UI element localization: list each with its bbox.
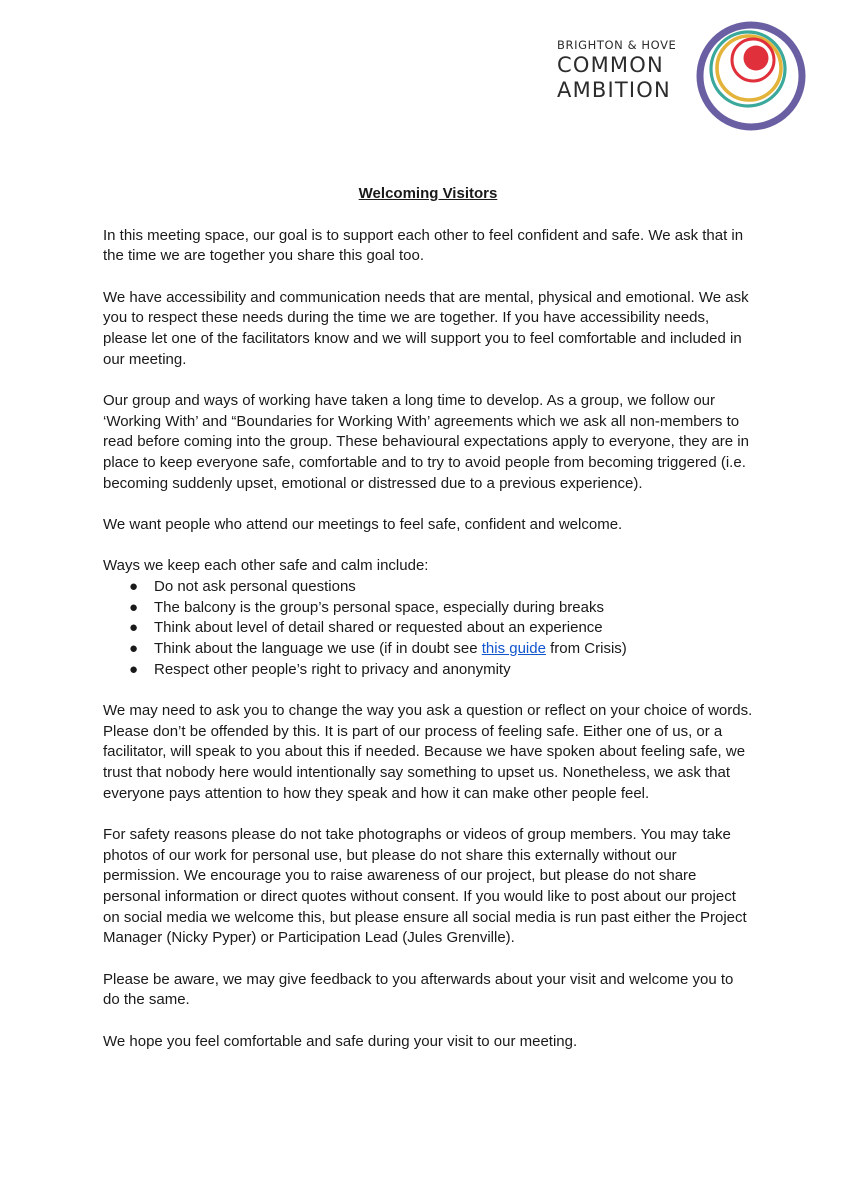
- bullet-icon: ●: [129, 660, 139, 678]
- bullet-icon: ●: [129, 598, 139, 616]
- list-item: [103, 639, 753, 660]
- list-item-text: Do not ask personal questions: [154, 577, 356, 595]
- safety-list: [103, 577, 753, 681]
- logo-line-3: AMBITION: [557, 78, 671, 102]
- list-item: [103, 577, 753, 598]
- paragraph-goal: In this meeting space, our goal is to support each other to feel confident and safe. We ask that in the time we are together you share this goal too.: [103, 226, 744, 265]
- brand-logo: [557, 20, 807, 132]
- list-item: [103, 660, 753, 681]
- list-item-text: The balcony is the group’s personal space, especially during breaks: [154, 598, 604, 616]
- list-item-text-before-link: Think about the language we use (if in doubt see: [154, 639, 482, 657]
- logo-line-2: COMMON: [557, 53, 664, 77]
- paragraph-closing: We hope you feel comfortable and safe during your visit to our meeting.: [103, 1032, 578, 1050]
- page-title: Welcoming Visitors: [358, 185, 498, 202]
- this-guide-link[interactable]: this guide: [481, 639, 546, 657]
- paragraph-photography: For safety reasons please do not take photographs or videos of group members. You may take photos of our work for personal use, but please do not share this externally without our permission. We encourage you to raise awareness of our project, but please do not share personal information or direct quotes without consent. If you would like to post about our project on social media we welcome this, but please ensure all social media is run past either the Project Manager (Nicky Pyper) or Participation Lead (Jules Grenville).: [103, 825, 747, 947]
- list-item-text: Think about level of detail shared or requested about an experience: [154, 619, 603, 637]
- logo-line-1: BRIGHTON & HOVE: [557, 38, 677, 52]
- list-item-text-after-link: from Crisis): [545, 639, 627, 657]
- paragraph-language: We may need to ask you to change the way you ask a question or reflect on your choice of words. Please don’t be offended by this. It is part of our process of feeling safe. Either one of us, or a facilitator, will speak to you about this if needed. Because we have spoken about feeling safe, we trust that nobody here would intentionally say something to upset us. Nonetheless, we ask that everyone pays attention to how they speak and how it can make other people feel.: [103, 701, 753, 802]
- concentric-circles-logo-icon: [695, 20, 807, 132]
- list-item: [103, 618, 753, 639]
- paragraph-feedback: Please be aware, we may give feedback to you afterwards about your visit and welcome you to do the same.: [103, 970, 734, 1009]
- paragraph-welcome: We want people who attend our meetings to feel safe, confident and welcome.: [103, 515, 623, 533]
- bullet-icon: ●: [129, 619, 139, 637]
- bullet-icon: ●: [129, 577, 139, 595]
- paragraph-accessibility: We have accessibility and communication needs that are mental, physical and emotional. We ask you to respect these needs during the time we are together. If you have accessibility needs, please let one of the facilitators know and we will support you to feel comfortable and included in our meeting.: [103, 288, 749, 368]
- document-body: [103, 184, 753, 1073]
- list-intro: Ways we keep each other safe and calm include:: [103, 557, 429, 575]
- list-item: [103, 598, 753, 619]
- list-item-text: Respect other people’s right to privacy and anonymity: [154, 660, 511, 678]
- paragraph-ways-of-working: Our group and ways of working have taken a long time to develop. As a group, we follow our ‘Working With’ and “Boundaries for Working With’ agreements which we ask all non-members to read before coming into the group. These behavioural expectations apply to everyone, they are in place to keep everyone safe, comfortable and to try to avoid people from becoming triggered (i.e. becoming suddenly upset, emotional or distressed due to a previous experience).: [103, 391, 749, 492]
- bullet-icon: ●: [129, 639, 139, 657]
- logo-text: [557, 38, 697, 103]
